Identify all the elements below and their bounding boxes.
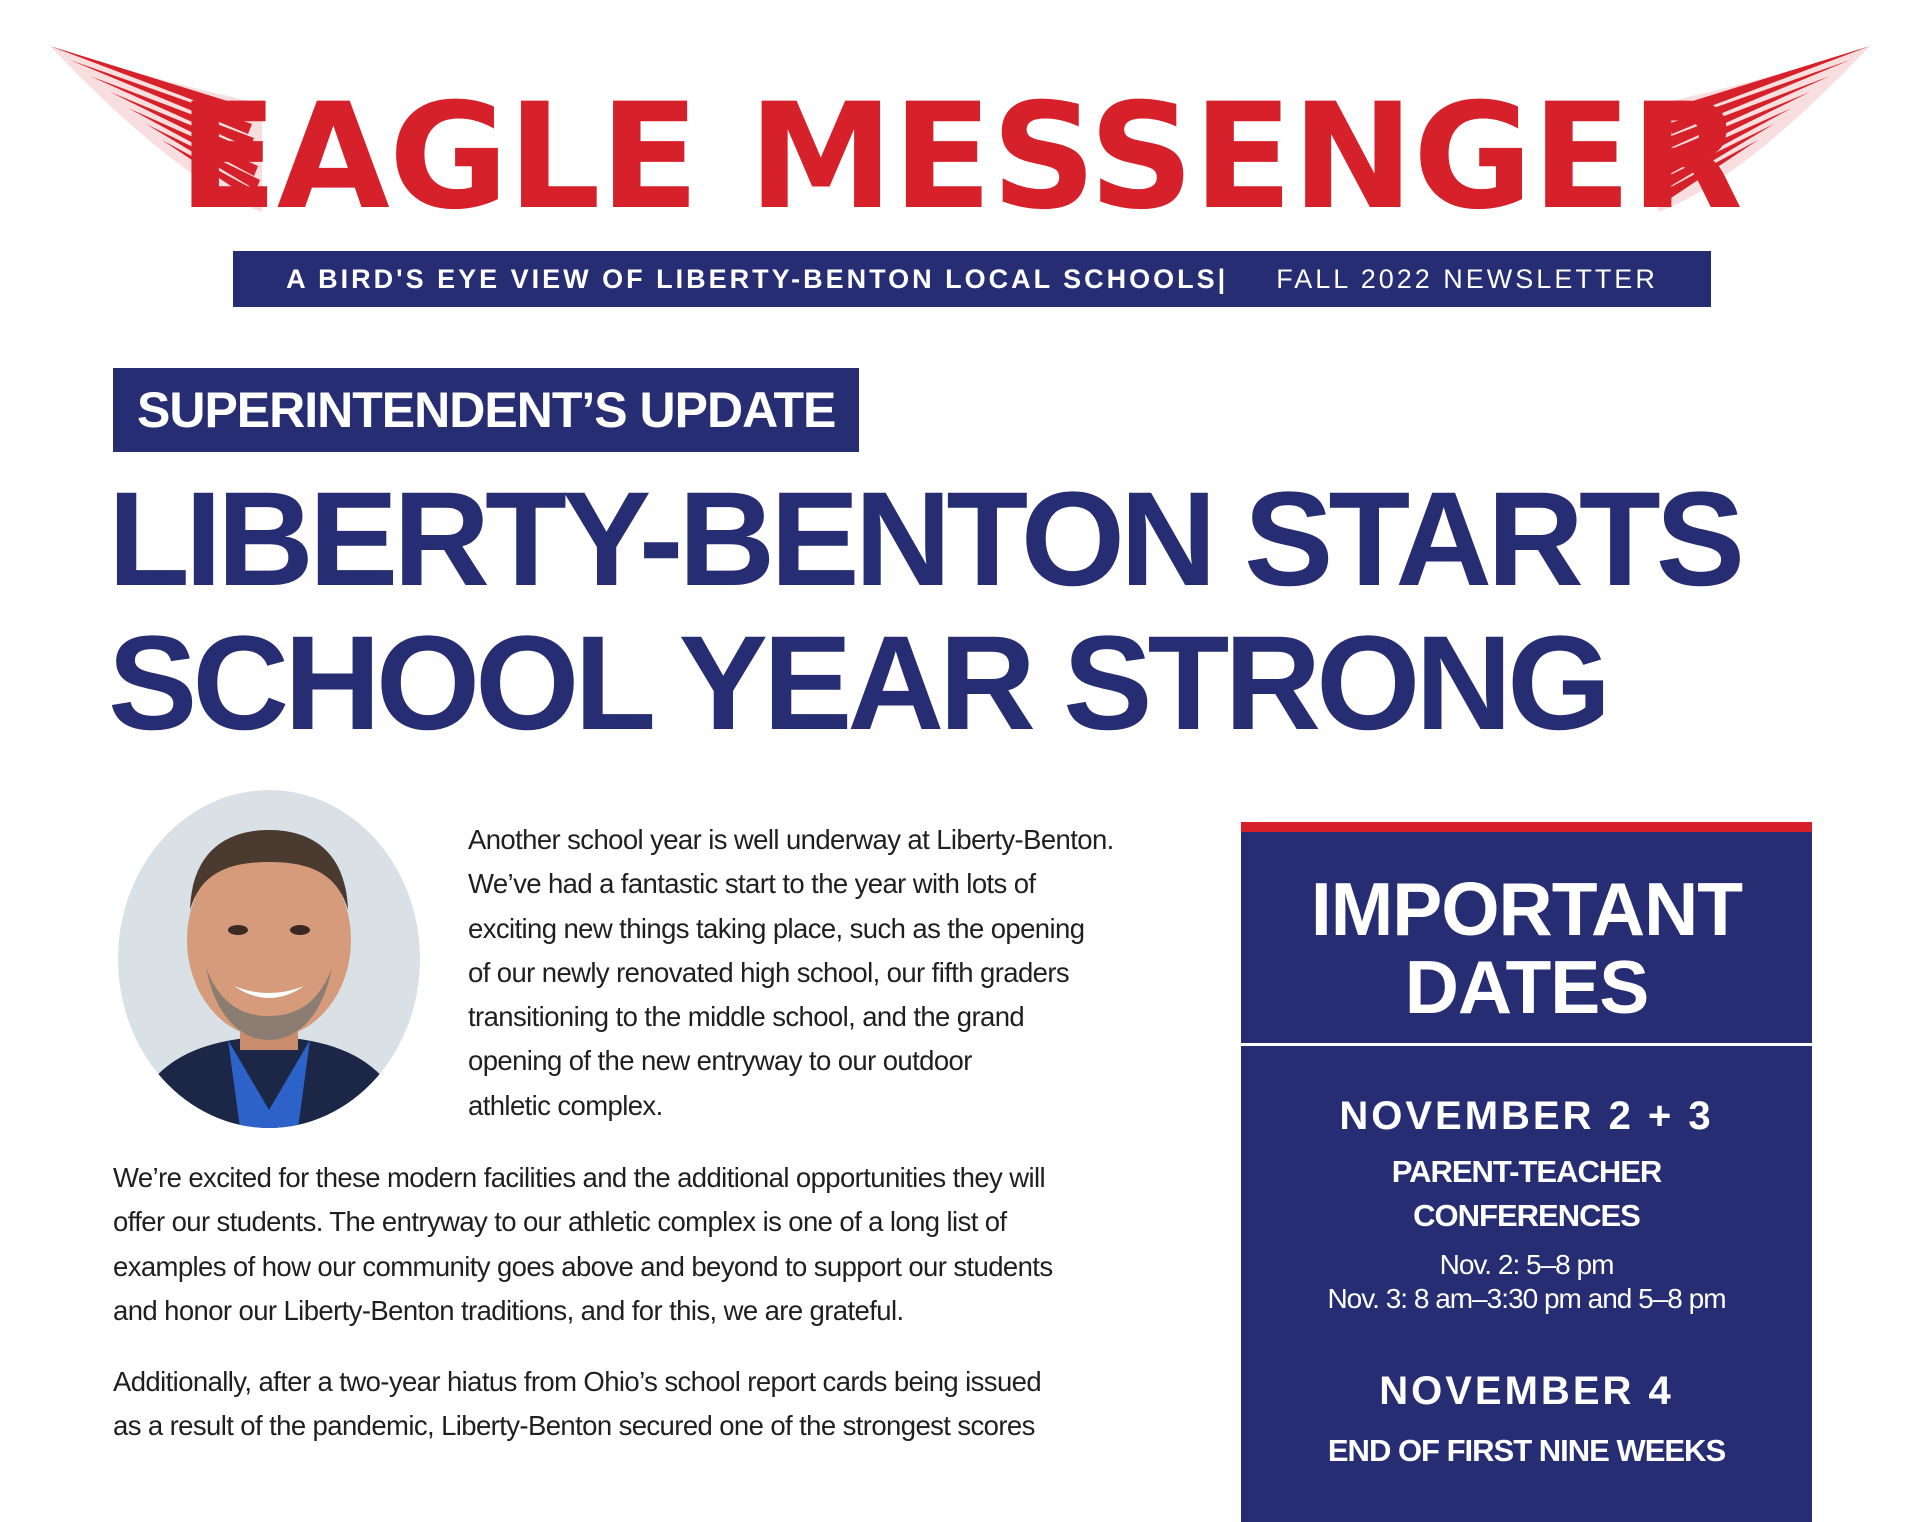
issue-label: FALL 2022 NEWSLETTER xyxy=(1276,263,1658,294)
sidebar-divider xyxy=(1241,1043,1812,1046)
tagline-bar xyxy=(233,251,1711,307)
paragraph-line: of our newly renovated high school, our fifth graders xyxy=(468,956,1070,988)
sidebar-title xyxy=(1241,832,1812,1029)
paragraph-line: We’ve had a fantastic start to the year with lots of xyxy=(468,868,1036,900)
important-dates-sidebar xyxy=(1241,822,1812,1522)
masthead xyxy=(0,0,1920,320)
event-date: NOVEMBER 2 + 3 xyxy=(1339,1094,1714,1138)
event-name xyxy=(1241,1429,1812,1473)
event-name-line: END OF FIRST NINE WEEKS xyxy=(1327,1433,1726,1468)
event-time-line: Nov. 3: 8 am–3:30 pm and 5–8 pm xyxy=(1327,1283,1726,1314)
tagline-text: A BIRD'S EYE VIEW OF LIBERTY-BENTON LOCAL SCHOOLS| xyxy=(286,263,1229,294)
event-name-line: PARENT-TEACHER xyxy=(1391,1154,1662,1189)
paragraph-line: offer our students. The entryway to our athletic complex is one of a long list of xyxy=(113,1206,1007,1238)
paragraph-line: transitioning to the middle school, and the grand xyxy=(468,1001,1025,1033)
section-label: SUPERINTENDENT’S UPDATE xyxy=(113,368,859,452)
event-date: NOVEMBER 4 xyxy=(1379,1369,1674,1413)
headline-line: LIBERTY-BENTON STARTS xyxy=(108,465,1741,614)
paragraph-line: Additionally, after a two-year hiatus from Ohio’s school report cards being issued xyxy=(113,1366,1042,1397)
sidebar-title-line: DATES xyxy=(1404,945,1649,1029)
paragraph-line: opening of the new entryway to our outdoor xyxy=(468,1045,972,1077)
event-item xyxy=(1241,1092,1812,1316)
headline-line: SCHOOL YEAR STRONG xyxy=(108,609,1607,758)
event-time-line: Nov. 2: 5–8 pm xyxy=(1439,1249,1614,1280)
event-item xyxy=(1241,1367,1812,1473)
facilities-paragraph xyxy=(113,1156,1193,1333)
paragraph-line: athletic complex. xyxy=(468,1089,663,1121)
paragraph-line: examples of how our community goes above and beyond to support our students xyxy=(113,1250,1053,1282)
paragraph-line: Another school year is well underway at Liberty-Benton. xyxy=(468,824,1114,855)
newsletter-title: EAGLE MESSENGER xyxy=(178,72,1742,242)
superintendent-photo xyxy=(118,790,420,1128)
paragraph-line: We’re excited for these modern facilities and the additional opportunities they will xyxy=(113,1162,1045,1193)
paragraph-line: exciting new things taking place, such as the opening xyxy=(468,912,1085,944)
event-time xyxy=(1241,1248,1812,1316)
event-name xyxy=(1241,1150,1812,1238)
paragraph-line: and honor our Liberty-Benton traditions, and for this, we are grateful. xyxy=(113,1294,904,1326)
sidebar-title-line: IMPORTANT xyxy=(1310,867,1743,951)
article-headline xyxy=(108,465,1741,758)
event-name-line: CONFERENCES xyxy=(1413,1198,1640,1233)
report-card-paragraph xyxy=(113,1360,1193,1449)
paragraph-line: as a result of the pandemic, Liberty-Benton secured one of the strongest scores xyxy=(113,1410,1035,1442)
intro-paragraph xyxy=(468,818,1188,1128)
